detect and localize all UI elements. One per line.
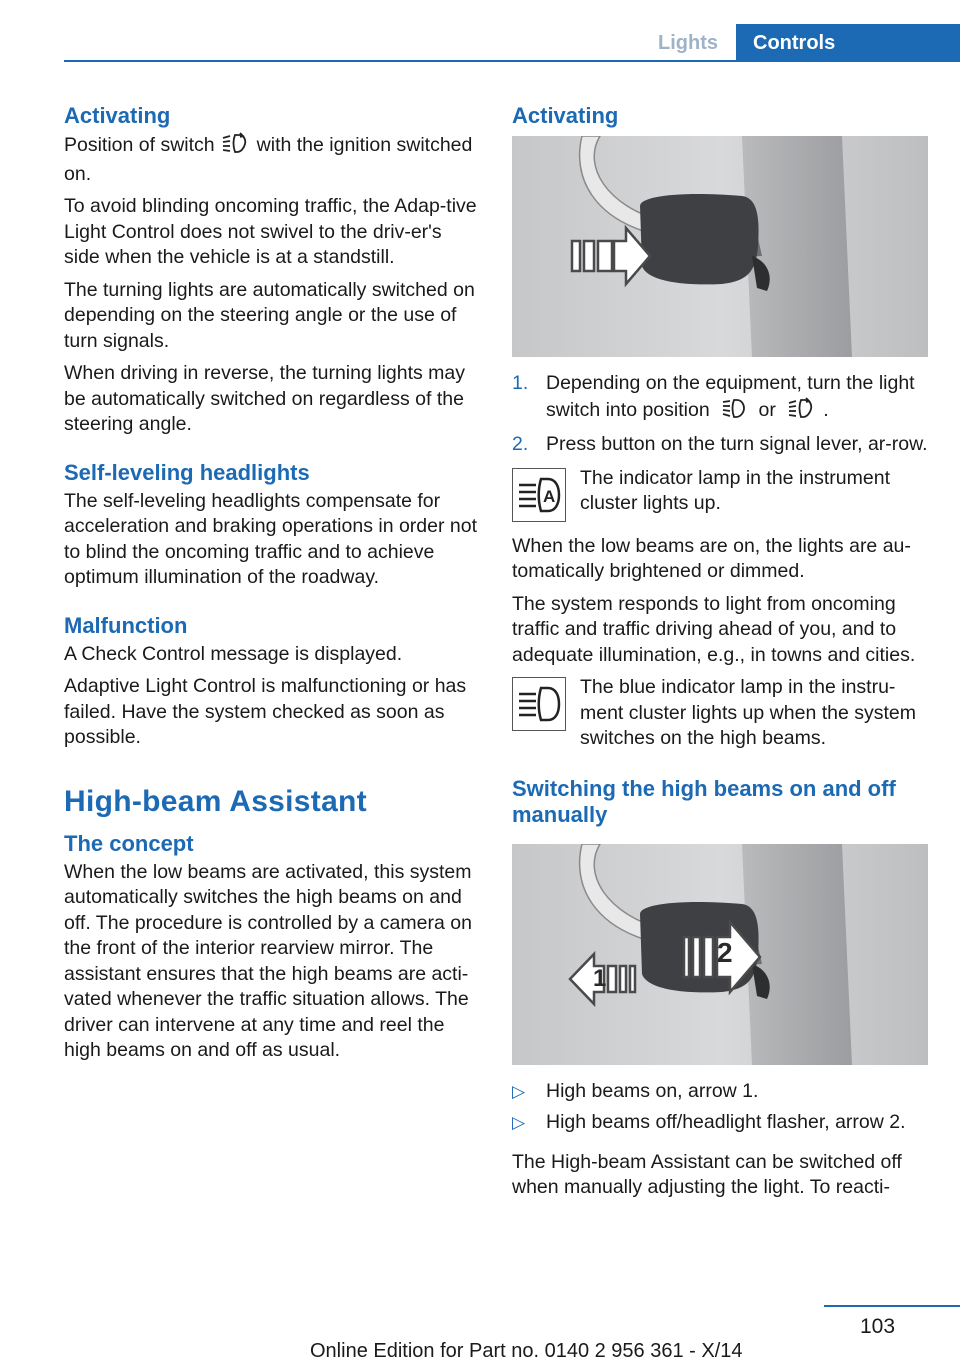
header-rule [64,60,960,62]
high-beam-assistant-heading: High-beam Assistant [64,784,367,818]
indicator-block-assistant [512,466,928,522]
chapter-tab-controls[interactable]: Controls [736,24,960,62]
indicator-2-text: The blue indicator lamp in the instru-ment cluster lights up when the system switches on the high beams. [580,676,916,749]
list-item: ▷ High beams on, arrow 1. [512,1079,759,1102]
activating-paragraph-2: To avoid blinding oncoming traffic, the Adap-tive Light Control does not swivel to the driv-er's side when the vehicle is at a standstill. [64,195,477,268]
left-column [64,100,480,1071]
manual-switching-heading: Switching the high beams on and off manually [512,775,896,827]
list-item: 1. Depending on the equipment, turn the light switch into position or . [512,371,928,426]
high-beam-assistant-indicator-icon [512,468,566,522]
arrow-1-label: 1 [593,964,607,992]
activating-paragraph-1: Position of switch with the ignition switched on. [64,134,473,185]
right-paragraph-2: The system responds to light from oncoming traffic and traffic driving ahead of you, and to adequate illumination, e.g., in towns and cities. [512,592,916,666]
malfunction-paragraph-2: Adaptive Light Control is malfunctioning or has failed. Have the system checked as soon as possible. [64,675,467,748]
turn-signal-lever-arrow-figure [512,136,928,357]
activating-paragraph-4: When driving in reverse, the turning lights may be automatically switched on regardless of the steering angle. [64,362,466,435]
high-beam-options [512,1079,928,1136]
list-item: ▷ High beams off/headlight flasher, arrow 2. [512,1111,906,1133]
turn-signal-lever-two-arrows-figure [512,844,928,1065]
indicator-block-high-beam [512,675,928,752]
headlight-auto-icon [221,132,251,162]
edition-footer: Online Edition for Part no. 0140 2 956 361 - X/14 [310,1340,743,1362]
section-tab-lights[interactable]: Lights [658,32,718,54]
right-paragraph-3: The High-beam Assistant can be switched off when manually adjusting the light. To reacti- [512,1150,902,1198]
right-paragraph-1: When the low beams are on, the lights are au-tomatically brightened or dimmed. [512,534,911,582]
page-number: 103 [860,1315,896,1338]
svg-text:A: A [543,486,556,506]
activating-paragraph-3: The turning lights are automatically switched on depending on the steering angle or the use of turn signals. [64,278,475,352]
activating-heading: Activating [64,103,171,128]
malfunction-heading: Malfunction [64,612,188,638]
footer-rule [824,1305,960,1307]
arrow-2-label: 2 [717,936,733,968]
activating-heading-right: Activating [512,103,619,128]
right-column [512,100,928,1208]
indicator-1-text: The indicator lamp in the instrument cluster lights up. [580,466,890,514]
concept-paragraph: When the low beams are activated, this system automatically switches the high beams on and off. The procedure is controlled by a camera on the front of the interior rearview mirror. The assistant ensures that the high beams are acti-vated whenever the traffic situation allows. The driver can intervene at any time and reel the high beams on and off as usual. [64,860,472,1061]
headlight-auto-icon [787,397,817,427]
activation-steps [512,371,928,458]
high-beam-indicator-icon [512,677,566,731]
headlight-on-icon [721,397,747,427]
malfunction-paragraph-1: A Check Control message is displayed. [64,642,403,665]
self-leveling-heading: Self-leveling headlights [64,459,310,485]
list-item: 2. Press button on the turn signal lever, ar-row. [512,433,928,455]
concept-heading: The concept [64,830,194,856]
self-leveling-paragraph: The self-leveling headlights compensate for acceleration and braking operations in order not to blind the oncoming traffic and to achieve optimum illumination of the roadway. [64,489,478,588]
